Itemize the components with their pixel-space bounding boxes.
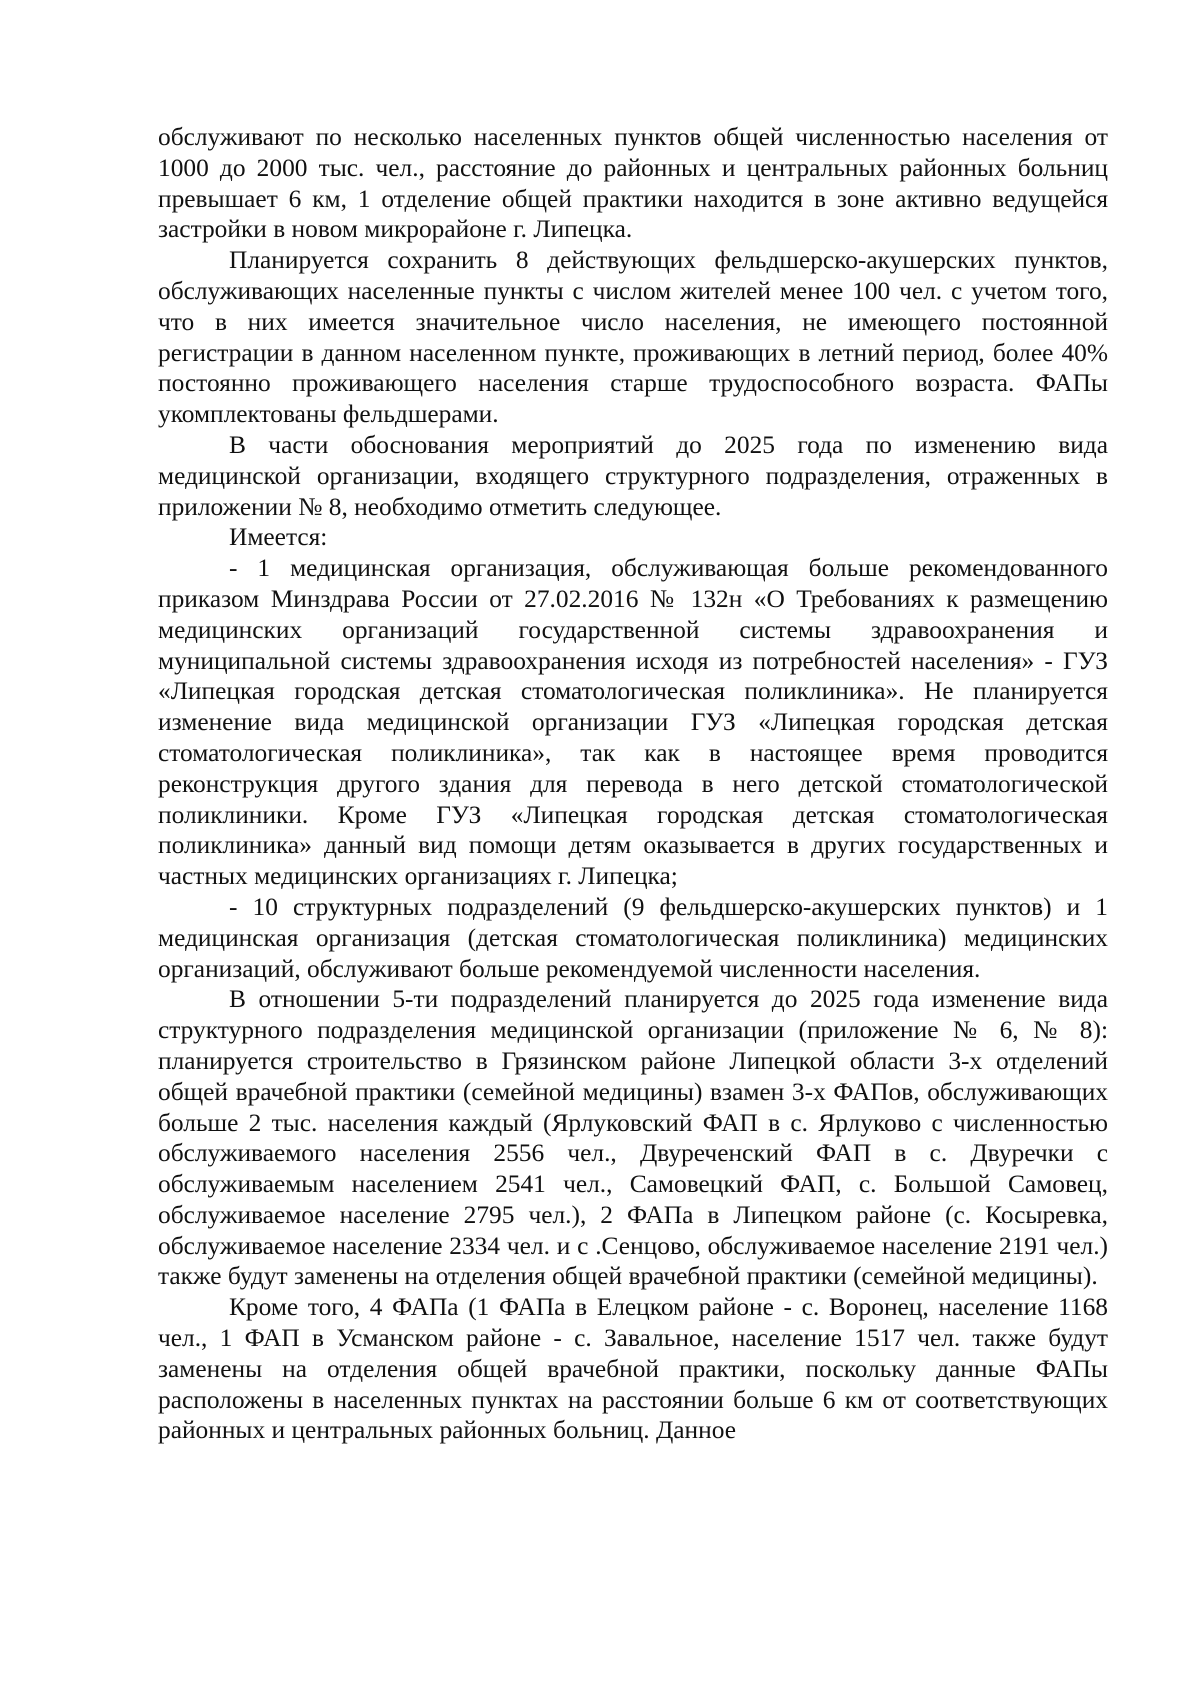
paragraph-five-units-change: В отношении 5-ти подразделений планируется до 2025 года изменение вида структурного подразделения медицинской организации (приложение № 6, № 8): планируется строительство в Грязинском районе Липецкой области 3-х отделений общей врачебной практики (семейной медицины) взамен 3-х ФАПов, обслуживающих больше 2 тыс. населения каждый (Ярлуковский ФАП в с. Ярлуково с численностью обслуживаемого населения 2556 чел., Двуреченский ФАП в с. Двуречки с обслуживаемым населением 2541 чел., Самовецкий ФАП, с. Большой Самовец, обслуживаемое население 2795 чел.), 2 ФАПа в Липецком районе (с. Косыревка, обслуживаемое население 2334 чел. и с .Сенцово, обслуживаемое население 2191 чел.) также будут заменены на отделения общей врачебной практики (семейной медицины).: [158, 985, 1108, 1291]
paragraph-four-faps: Кроме того, 4 ФАПа (1 ФАПа в Елецком районе - с. Воронец, население 1168 чел., 1 ФАП в Усманском районе - с. Завальное, население 1517 чел. также будут заменены на отделения общей врачебной практики, поскольку данные ФАПы расположены в населенных пунктах на расстоянии больше 6 км от соответствующих районных и центральных районных больниц. Данное: [158, 1293, 1108, 1445]
paragraph-structural-units: - 10 структурных подразделений (9 фельдшерско-акушерских пунктов) и 1 медицинская организация (детская стоматологическая поликлиника) медицинских организаций, обслуживают больше рекомендуемой численности населения.: [158, 892, 1108, 983]
paragraph-available-heading: Имеется:: [229, 523, 328, 552]
paragraph-dental-clinic: - 1 медицинская организация, обслуживающая больше рекомендованного приказом Минздрава России от 27.02.2016 № 132н «О Требованиях к размещению медицинских организаций государственной системы здравоохранения и муниципальной системы здравоохранения исходя из потребностей населения» - ГУЗ «Липецкая городская детская стоматологическая поликлиника». Не планируется изменение вида медицинской организации ГУЗ «Липецкая городская детская стоматологическая поликлиника», так как в настоящее время проводится реконструкция другого здания для перевода в него детской стоматологической поликлиники. Кроме ГУЗ «Липецкая городская детская стоматологическая поликлиника» данный вид помощи детям оказывается в других государственных и частных медицинских организациях г. Липецка;: [158, 554, 1108, 891]
document-body: [158, 122, 1108, 1446]
paragraph-fap-retention: Планируется сохранить 8 действующих фельдшерско-акушерских пунктов, обслуживающих населенные пункты с числом жителей менее 100 чел. с учетом того, что в них имеется значительное число населения, не имеющего постоянной регистрации в данном населенном пункте, проживающих в летний период, более 40% постоянно проживающего населения старше трудоспособного возраста. ФАПы укомплектованы фельдшерами.: [158, 246, 1108, 429]
paragraph-continuation: обслуживают по несколько населенных пунктов общей численностью населения от 1000 до 2000 тыс. чел., расстояние до районных и центральных районных больниц превышает 6 км, 1 отделение общей практики находится в зоне активно ведущейся застройки в новом микрорайоне г. Липецка.: [158, 123, 1108, 244]
paragraph-justification-intro: В части обоснования мероприятий до 2025 года по изменению вида медицинской организации, входящего структурного подразделения, отраженных в приложении № 8, необходимо отметить следующее.: [158, 430, 1108, 521]
